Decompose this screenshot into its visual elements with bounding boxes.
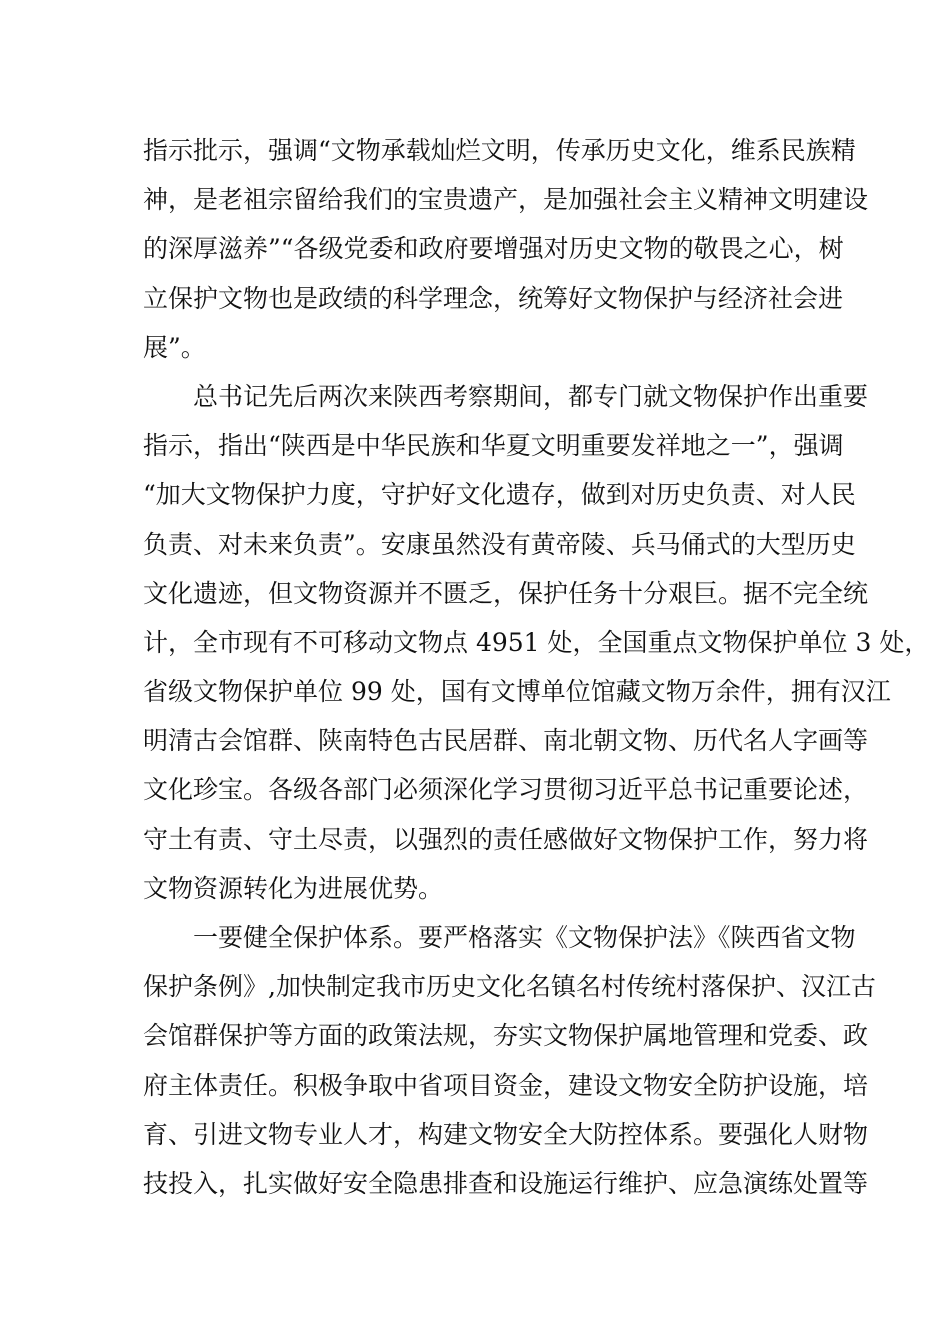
text-line: 总书记先后两次来陕西考察期间，都专门就文物保护作出重要 [193, 381, 869, 411]
document-body [143, 126, 930, 1208]
text-line: 育、引进文物专业人才，构建文物安全大防控体系。要强化人财物 [143, 1119, 869, 1149]
text-line: 立保护文物也是政绩的科学理念，统筹好文物保护与经济社会进 [143, 283, 844, 313]
text-line: “加大文物保护力度，守护好文化遗存，做到对历史负责、对人民 [143, 480, 856, 510]
paragraph-3 [143, 913, 876, 1208]
text-line: 的深厚滋养”“各级党委和政府要增强对历史文物的敬畏之心，树 [143, 234, 844, 264]
text-line: 明清古会馆群、陕南特色古民居群、南北朝文物、历代名人字画等 [143, 726, 869, 756]
text-line: 文物资源转化为进展优势。 [143, 873, 444, 903]
text-line: 守土有责、守土尽责，以强烈的责任感做好文物保护工作，努力将 [143, 824, 869, 854]
paragraph-2 [143, 372, 930, 913]
text-line: 文化遗迹，但文物资源并不匮乏，保护任务十分艰巨。据不完全统 [143, 578, 869, 608]
text-line: 文化珍宝。各级各部门必须深化学习贯彻习近平总书记重要论述， [143, 775, 869, 805]
text-line: 指示批示，强调“文物承载灿烂文明，传承历史文化，维系民族精 [143, 136, 856, 165]
paragraph-1 [143, 126, 869, 372]
text-line: 保护条例》,加快制定我市历史文化名镇名村传统村落保护、汉江古 [143, 972, 876, 1002]
text-line: 神，是老祖宗留给我们的宝贵遗产，是加强社会主义精神文明建设 [143, 185, 869, 215]
text-line: 负责、对未来负责”。安康虽然没有黄帝陵、兵马俑式的大型历史 [143, 529, 856, 559]
text-line: 指示，指出“陕西是中华民族和华夏文明重要发祥地之一”，强调 [143, 431, 844, 461]
text-line: 计，全市现有不可移动文物点 4951 处，全国重点文物保护单位 3 处， [143, 627, 930, 657]
text-line: 府主体责任。积极争取中省项目资金，建设文物安全防护设施，培 [143, 1070, 869, 1100]
text-line: 会馆群保护等方面的政策法规，夯实文物保护属地管理和党委、政 [143, 1021, 869, 1051]
text-line: 省级文物保护单位 99 处，国有文博单位馆藏文物万余件，拥有汉江 [143, 677, 891, 707]
text-line: 技投入，扎实做好安全隐患排查和设施运行维护、应急演练处置等 [143, 1168, 869, 1198]
text-line: 展”。 [143, 332, 206, 362]
text-line: 一要健全保护体系。要严格落实《文物保护法》《陕西省文物 [193, 923, 856, 952]
